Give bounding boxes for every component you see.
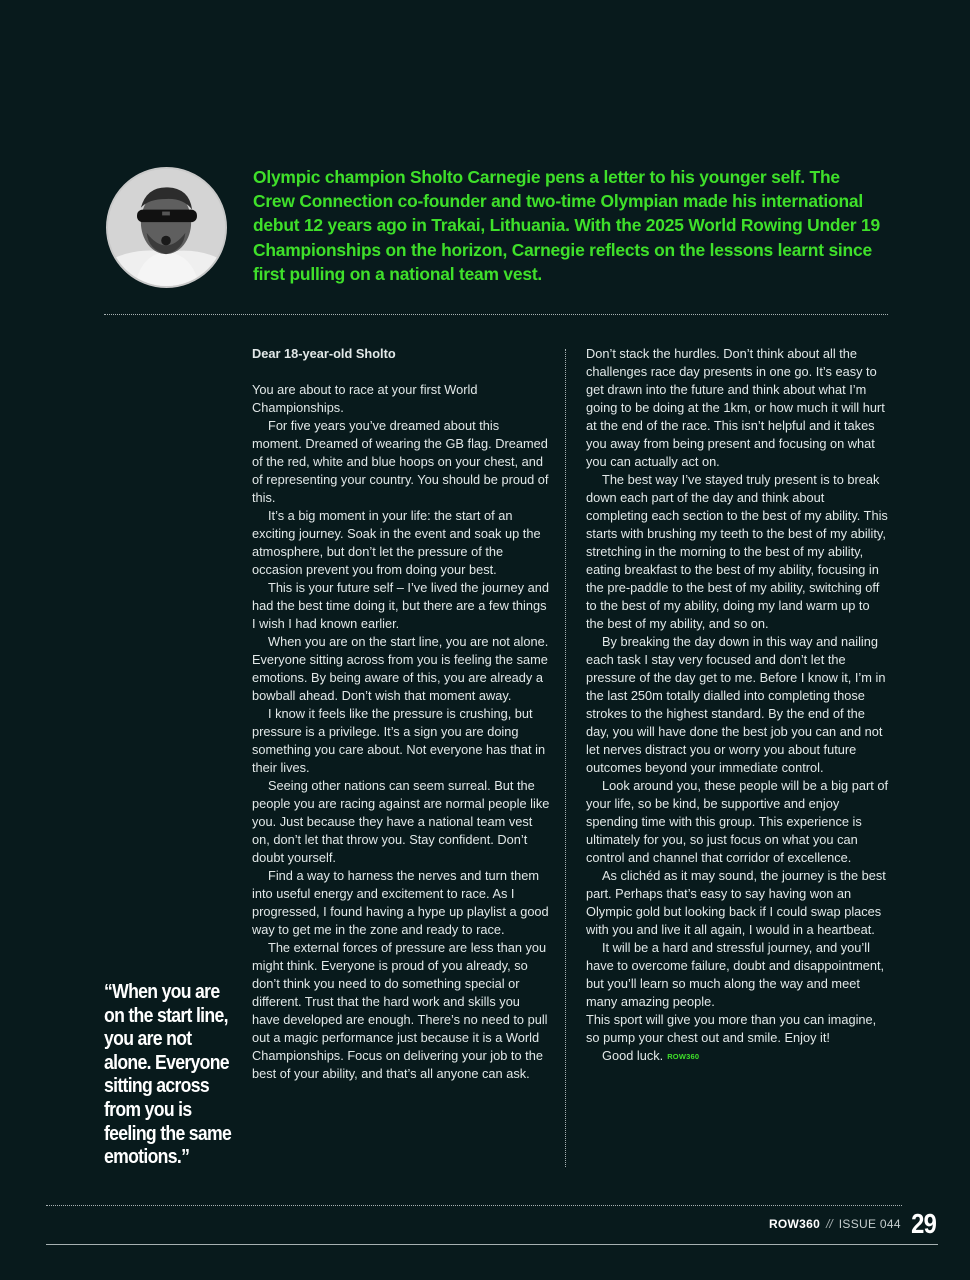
letter-paragraph: Don’t stack the hurdles. Don’t think about all the challenges race day presents in one go. It’s easy to get drawn into the future and think about what I’m going to be doing at the 1km, or how much it will hurt at the end of the race. This isn’t helpful and it takes you away from being present and focusing on what you can actually act on. [586,346,885,469]
letter-closing: This sport will give you more than you can imagine, so pump your chest out and smile. Enjoy it! [586,1012,877,1045]
footer-brand: ROW360 [768,1217,821,1231]
footer-issue: ISSUE 044 [838,1217,901,1231]
page-number: 29 [911,1208,936,1239]
letter-paragraph: By breaking the day down in this way and nailing each task I stay very focused and don’t let the pressure of the day get to me. Before I know it, I’m in the last 250m totally dialled into completing those strokes to the highest standard. By the end of the day, you will have done the best job you can and not let nerves distract you or worry you about future outcomes beyond your immediate control. [586,634,886,775]
footer-separator: // [826,1217,833,1231]
letter-signoff-line [586,1047,889,1066]
letter-paragraph: The best way I’ve stayed truly present is to break down each part of the day and think about completing each section to the best of my ability. This starts with brushing my teeth to the best of my ability, stretching in the morning to the best of my ability, eating breakfast to the best of my ability, focusing in the pre-paddle to the best of my ability, switching off to the best of my ability, doing my land warm up to the best of my ability, and so on. [586,472,888,631]
letter-paragraph: Seeing other nations can seem surreal. But the people you are racing against are normal people like you. Just because they have a national team vest on, don’t let that throw you. Stay confident. Don’t doubt yourself. [252,778,550,865]
letter-column-right [586,345,889,1066]
letter-paragraph: It will be a hard and stressful journey, and you’ll have to overcome failure, doubt and disappointment, but you’ll learn so much along the way and meet many amazing people. [586,940,885,1009]
letter-paragraph: I know it feels like the pressure is crushing, but pressure is a privilege. It’s a sign you are doing something you care about. Not everyone has that in their lives. [252,706,546,775]
letter-paragraph: Find a way to harness the nerves and turn them into useful energy and excitement to race. As I progressed, I found having a hype up playlist a good way to get me in the zone and ready to race. [252,868,549,937]
letter-paragraph: The external forces of pressure are less than you might think. Everyone is proud of you already, so don’t think you need to do something special or different. Trust that the hard work and skills you have developed are enough. There’s no need to pull out a magic performance just because it is a World Championships. Focus on delivering your job to the best of your ability, and that’s all anyone can ask. [252,940,548,1081]
top-divider [104,314,888,315]
page-footer [769,1204,938,1244]
author-portrait [106,167,227,288]
letter-paragraph: You are about to race at your first World Championships. [252,382,478,415]
intro-standfirst: Olympic champion Sholto Carnegie pens a letter to his younger self. The Crew Connection co-founder and two-time Olympian made his international debut 12 years ago in Trakai, Lithuania. With the 2025 World Rowing Under 19 Championships on the horizon, Carnegie reflects on the lessons learnt since first pulling on a national team vest. [253,167,880,284]
letter-signoff: Good luck. [602,1048,664,1063]
letter-paragraph: When you are on the start line, you are not alone. Everyone sitting across from you is feeling the same emotions. By being aware of this, you are already a bowball ahead. Don’t wish that moment away. [252,634,549,703]
letter-paragraph: As clichéd as it may sound, the journey is the best part. Perhaps that’s easy to say having won an Olympic gold but looking back if I could swap places with you and live it all again, I would in a heartbeat. [586,868,886,937]
letter-salutation: Dear 18-year-old Sholto [252,346,396,361]
letter-column-left [252,345,550,1083]
letter-paragraph: For five years you’ve dreamed about this moment. Dreamed of wearing the GB flag. Dreamed of the red, white and blue hoops on your chest, and of representing your country. You should be proud of this. [252,418,549,505]
column-divider [565,349,566,1167]
letter-paragraph: It’s a big moment in your life: the start of an exciting journey. Soak in the event and soak up the atmosphere, but don’t let the pressure of the occasion prevent you from doing your best. [252,508,541,577]
letter-paragraph: This is your future self – I’ve lived the journey and had the best time doing it, but there are a few things I wish I had known earlier. [252,580,549,631]
signoff-mark: ROW360 [667,1052,700,1061]
pull-quote: “When you are on the start line, you are not alone. Everyone sitting across from you is feeling the same emotions.” [104,980,232,1169]
portrait-photo-icon [108,169,225,286]
letter-paragraph: Look around you, these people will be a big part of your life, so be kind, be supportive and enjoy spending time with this group. This experience is ultimately for you, so just focus on what you can control and channel that corridor of excellence. [586,778,888,865]
footer-rule [46,1244,938,1245]
